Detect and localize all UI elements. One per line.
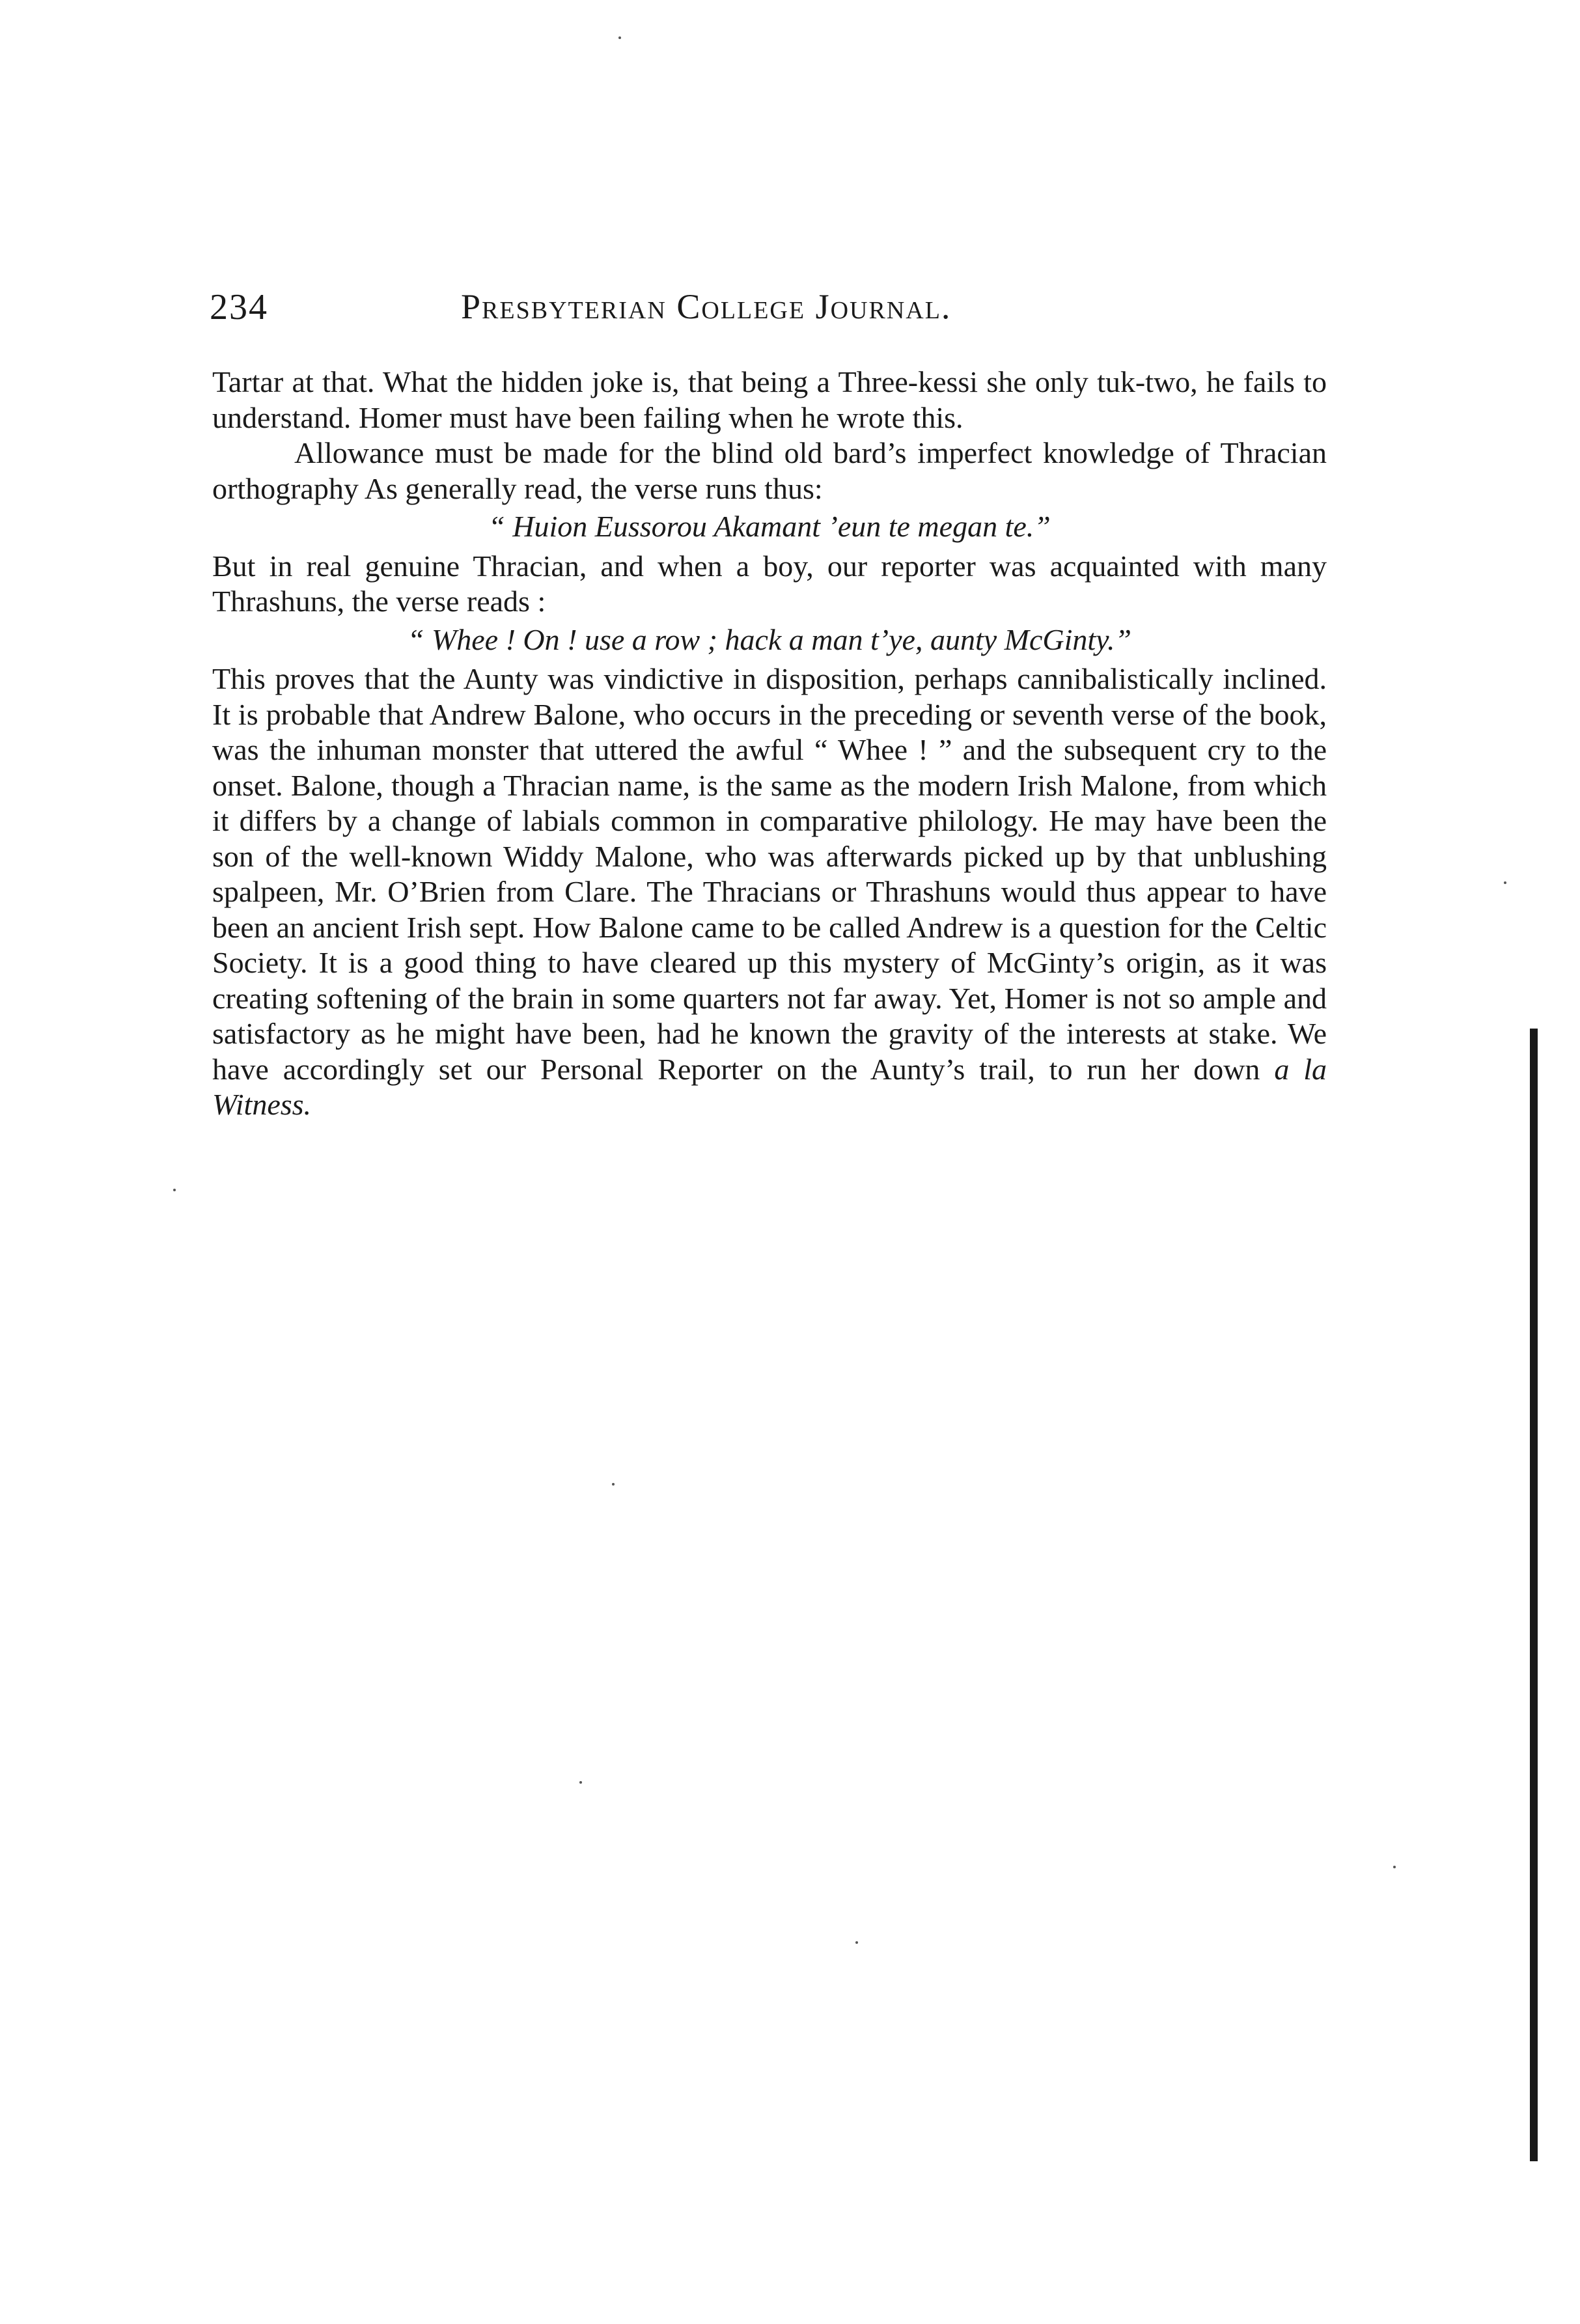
scan-speck	[1393, 1866, 1396, 1868]
paragraph-2: Allowance must be made for the blind old bard’s imperfect knowledge of Thracian orthography As generally read, the verse runs thus:	[212, 436, 1327, 505]
verse-quote-2: “ Whee ! On ! use a row ; hack a man t’ye, aunty McGinty.”	[407, 622, 1132, 656]
paragraph-4-italic: a la Witness.	[212, 1052, 1327, 1121]
scan-edge-bar	[1530, 1029, 1538, 2161]
article-body	[212, 365, 1327, 1123]
page-number: 234	[210, 287, 268, 327]
page-header	[210, 286, 1316, 332]
scan-speck	[173, 1189, 176, 1191]
scan-speck	[1504, 881, 1506, 884]
scan-speck	[618, 36, 621, 39]
paragraph-4	[212, 661, 1327, 1123]
verse-quote-1: “ Huion Eussorou Akamant ’eun te megan te.”	[488, 510, 1051, 543]
scan-speck	[855, 1941, 858, 1944]
scan-speck	[579, 1781, 582, 1784]
paragraph-1: Tartar at that. What the hidden joke is, that being a Three-kessi she only tuk-two, he fails to understand. Homer must have been failing when he wrote this.	[212, 365, 1327, 434]
paragraph-4-text: This proves that the Aunty was vindictive in disposition, perhaps cannibalistically inclined. It is probable that Andrew Balone, who occurs in the preceding or seventh verse of the book, was the inhuman monster that uttered the awful “ Whee ! ” and the subsequent cry to the onset. Balone, though a Thracian name, is the same as the modern Irish Malone, from which it differs by a change of labials common in comparative philology. He may have been the son of the well-known Widdy Malone, who was afterwards picked up by that unblushing spalpeen, Mr. O’Brien from Clare. The Thracians or Thrashuns would thus appear to have been an ancient Irish sept. How Balone came to be called Andrew is a question for the Celtic Society. It is a good thing to have cleared up this mystery of McGinty’s origin, as it was creating softening of the brain in some quarters not far away. Yet, Homer is not so ample and satisfactory as he might have been, had he known the gravity of the interests at stake. We have accordingly set our Personal Reporter on the Aunty’s trail, to run her down	[212, 662, 1327, 1086]
running-title: Presbyterian College Journal.	[461, 287, 952, 326]
paragraph-3: But in real genuine Thracian, and when a boy, our reporter was acquainted with many Thrashuns, the verse reads :	[212, 549, 1327, 618]
scan-speck	[612, 1483, 615, 1486]
